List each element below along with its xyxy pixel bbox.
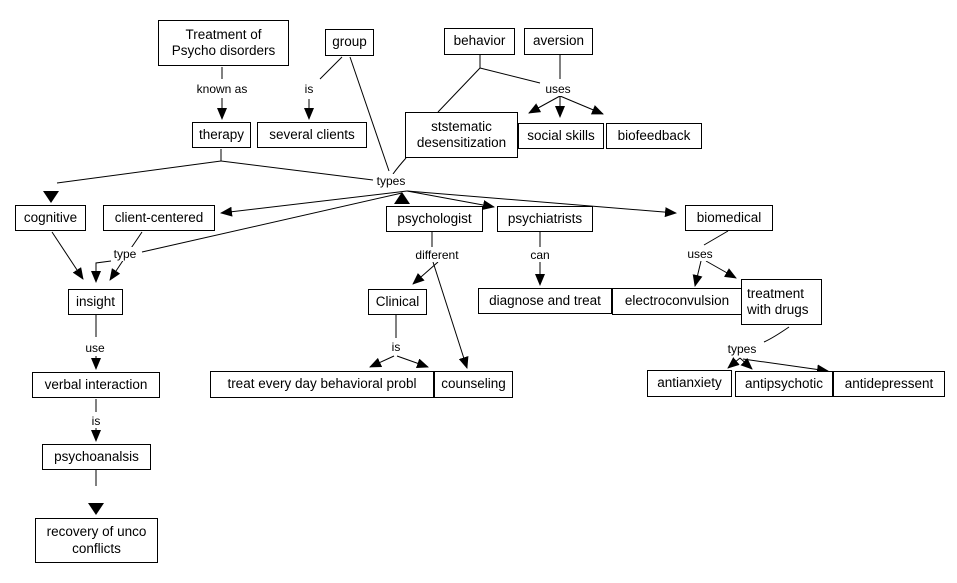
edge-is-treateveryday — [370, 356, 394, 367]
link-label-type[interactable]: type — [113, 247, 137, 261]
node-psychoanalsis[interactable]: psychoanalsis — [42, 444, 151, 470]
node-electroconvulsion[interactable]: electroconvulsion — [612, 288, 742, 315]
edge-types-antianxiety — [728, 358, 740, 368]
node-treat-every-day[interactable]: treat every day behavioral probl — [210, 371, 434, 398]
edge-systematic-types — [393, 158, 406, 174]
arrowhead-into-cognitive — [43, 191, 59, 203]
node-recovery-of-unco-conflicts[interactable]: recovery of unco conflicts — [35, 518, 158, 563]
node-psychiatrists[interactable]: psychiatrists — [497, 206, 593, 232]
edge-behavior-systematic — [438, 68, 480, 112]
link-label-uses-biomedical[interactable]: uses — [687, 247, 713, 261]
node-psychologist[interactable]: psychologist — [386, 206, 483, 232]
edge-group-types — [350, 57, 389, 171]
edge-therapy-types — [221, 161, 373, 180]
node-client-centered[interactable]: client-centered — [103, 205, 215, 231]
edge-types-psychiatrists — [407, 191, 494, 207]
node-cognitive[interactable]: cognitive — [15, 205, 86, 231]
node-aversion[interactable]: aversion — [524, 28, 593, 55]
link-label-uses-behavior[interactable]: uses — [545, 82, 571, 96]
edge-type-insight-right — [110, 259, 124, 280]
node-social-skills[interactable]: social skills — [518, 123, 604, 149]
edge-is-treateveryday-right — [397, 356, 428, 367]
node-verbal-interaction[interactable]: verbal interaction — [32, 372, 160, 398]
node-treatment-of-psycho-disorders[interactable]: Treatment of Psycho disorders — [158, 20, 289, 66]
node-biomedical[interactable]: biomedical — [685, 205, 773, 231]
node-antidepressent[interactable]: antidepressent — [833, 371, 945, 397]
edge-type-insight-mid — [96, 261, 111, 282]
link-label-is-group[interactable]: is — [304, 82, 314, 96]
link-label-use[interactable]: use — [85, 341, 105, 355]
edge-biomedical-uses — [704, 231, 728, 245]
node-treatment-with-drugs[interactable]: treatment with drugs — [741, 279, 822, 325]
edge-uses-electroconvulsion — [695, 261, 701, 286]
edge-uses-biofeedback — [560, 96, 603, 114]
edge-therapy-cognitive — [57, 161, 221, 183]
edge-group-is — [320, 57, 342, 79]
edge-uses-treatmentdrugs — [706, 261, 736, 278]
link-label-is-verbal[interactable]: is — [91, 414, 101, 428]
node-insight[interactable]: insight — [68, 289, 123, 315]
node-biofeedback[interactable]: biofeedback — [606, 123, 702, 149]
edge-different-counseling — [433, 262, 467, 368]
edge-behavior-uses — [480, 68, 540, 83]
arrowhead-into-recovery — [88, 503, 104, 515]
link-label-is-clinical[interactable]: is — [391, 340, 401, 354]
node-clinical[interactable]: Clinical — [368, 289, 427, 315]
node-behavior[interactable]: behavior — [444, 28, 515, 55]
edge-uses-systematic — [529, 96, 560, 113]
node-antianxiety[interactable]: antianxiety — [647, 370, 732, 397]
node-several-clients[interactable]: several clients — [257, 122, 367, 148]
node-counseling[interactable]: counseling — [434, 371, 513, 398]
edge-types-antidepressent — [743, 359, 828, 371]
link-label-types-therapy[interactable]: types — [376, 174, 406, 188]
edge-types-clientcentered — [221, 191, 407, 213]
edge-cognitive-insight — [52, 232, 83, 279]
node-group[interactable]: group — [325, 29, 374, 56]
link-label-can[interactable]: can — [530, 248, 550, 262]
link-label-different[interactable]: different — [415, 248, 459, 262]
link-label-types-drugs[interactable]: types — [727, 342, 757, 356]
node-therapy[interactable]: therapy — [192, 122, 251, 148]
link-label-known-as[interactable]: known as — [196, 82, 248, 96]
node-diagnose-and-treat[interactable]: diagnose and treat — [478, 288, 612, 314]
node-antipsychotic[interactable]: antipsychotic — [735, 371, 833, 397]
edge-treatmentdrugs-types — [764, 327, 789, 342]
node-systematic-desensitization[interactable]: ststematic desensitization — [405, 112, 518, 158]
